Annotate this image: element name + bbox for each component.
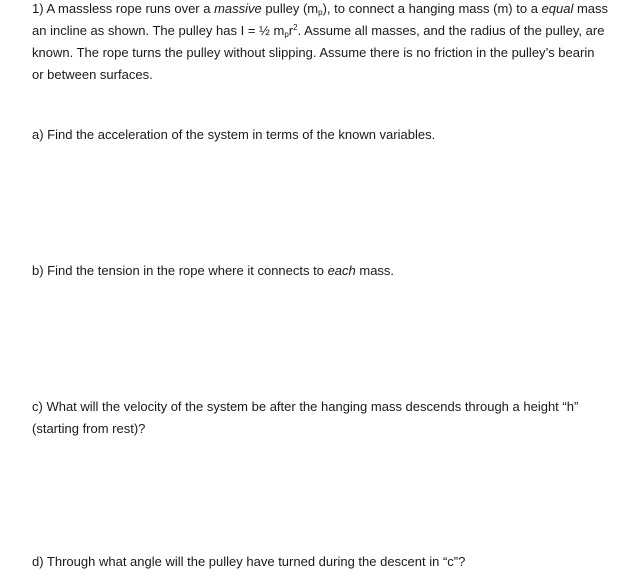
question-c-line-2: (starting from rest)? — [32, 421, 146, 436]
question-c — [32, 396, 578, 440]
question-d-text: d) Through what angle will the pulley have turned during the descent in “c”? — [32, 554, 466, 569]
question-b-text: b) Find the tension in the rope where it connects to each mass. — [32, 263, 395, 278]
question-c-line-1: c) What will the velocity of the system be after the hanging mass descends through a height “h” — [32, 399, 579, 414]
problem-line-1: 1) A massless rope runs over a massive pulley $(m_p)$, to connect a hanging mass (m) to a equal mass — [32, 1, 609, 17]
problem-statement — [32, 0, 624, 86]
problem-line-4: or between surfaces. — [32, 67, 153, 82]
question-a-text: a) Find the acceleration of the system in terms of the known variables. — [32, 127, 436, 142]
question-d — [32, 551, 465, 573]
problem-line-2: an incline as shown. The pulley has I = ½ $m_pr^2$. Assume all masses, and the radius of the pulley, are — [32, 23, 605, 39]
question-a — [32, 124, 435, 146]
problem-line-3: known. The rope turns the pulley without slipping. Assume there is no friction in the pulley’s bearin — [32, 45, 595, 60]
question-b — [32, 260, 394, 282]
